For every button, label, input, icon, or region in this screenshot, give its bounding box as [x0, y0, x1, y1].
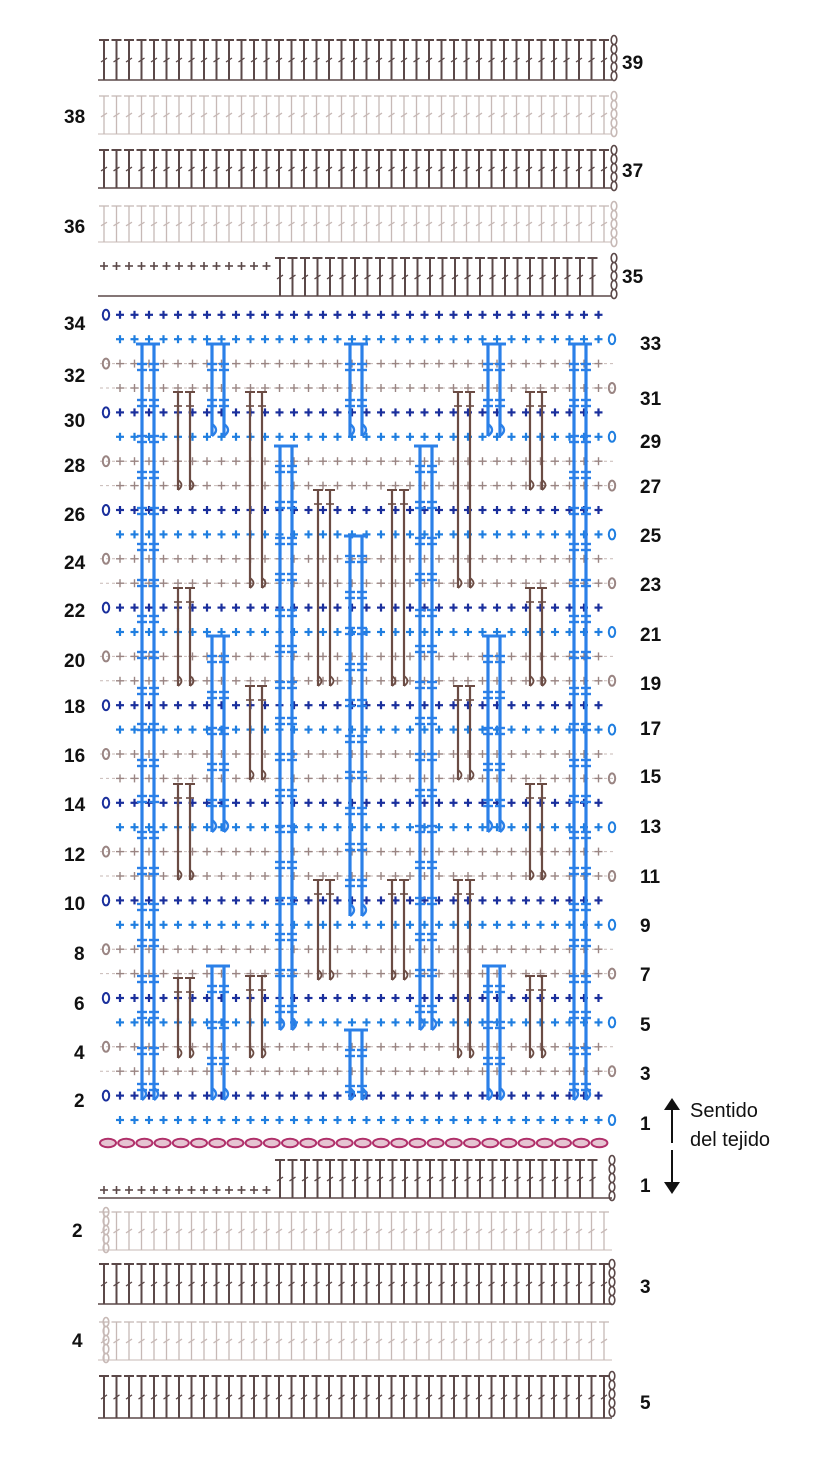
turning-chain: [609, 334, 615, 344]
row-label-left: 4: [74, 1043, 85, 1064]
chain-stitch: [611, 92, 617, 101]
row-label-left: 12: [64, 845, 86, 866]
row-label-right: 19: [640, 674, 662, 695]
chain-stitch: [609, 1372, 615, 1381]
row-label-right: 11: [640, 867, 661, 888]
chain-stitch: [611, 263, 617, 272]
foundation-chain-stitch: [409, 1139, 425, 1147]
foundation-chain-stitch: [373, 1139, 389, 1147]
foundation-chain-stitch: [355, 1139, 371, 1147]
chain-stitch: [609, 1381, 615, 1390]
chain-stitch: [611, 238, 617, 247]
row-label-right: 37: [622, 161, 644, 182]
direction-note-line1: Sentido: [690, 1100, 758, 1122]
chain-stitch: [609, 1287, 615, 1296]
chain-stitch: [609, 1183, 615, 1192]
row-label-left: 36: [64, 217, 86, 238]
foundation-chain-stitch: [500, 1139, 516, 1147]
chain-stitch: [611, 202, 617, 211]
row-label-left: 6: [74, 994, 85, 1015]
chain-stitch: [609, 1399, 615, 1408]
foundation-chain-stitch: [337, 1139, 353, 1147]
chain-stitch: [611, 254, 617, 263]
foundation-chain-stitch: [246, 1139, 262, 1147]
chain-stitch: [609, 1174, 615, 1183]
chain-stitch: [611, 229, 617, 238]
chain-stitch: [611, 211, 617, 220]
turning-chain: [103, 407, 109, 417]
chain-stitch: [611, 54, 617, 63]
turning-chain: [103, 700, 109, 710]
chain-stitch: [611, 164, 617, 173]
row-label-left: 2: [74, 1091, 85, 1112]
chain-stitch: [611, 36, 617, 45]
turning-chain: [103, 993, 109, 1003]
foundation-chain-stitch: [446, 1139, 462, 1147]
up-arrow-icon: [664, 1098, 680, 1143]
row-label-right: 21: [640, 625, 662, 646]
row-label-left: 34: [64, 314, 86, 335]
row-label-right: 31: [640, 389, 662, 410]
foundation-chain-stitch: [591, 1139, 607, 1147]
chain-stitch: [611, 272, 617, 281]
chain-stitch: [609, 1408, 615, 1417]
row-label-right: 27: [640, 477, 662, 498]
row-label-left: 30: [64, 411, 86, 432]
row-label-left: 20: [64, 651, 86, 672]
row-label-right: 17: [640, 719, 662, 740]
row-label-left: 10: [64, 894, 86, 915]
row-label-right: 3: [640, 1064, 651, 1085]
colorwork-right-labels: [640, 334, 662, 1135]
chain-stitch: [609, 1296, 615, 1305]
foundation-chain-stitch: [300, 1139, 316, 1147]
row-label-right: 29: [640, 432, 662, 453]
colorwork-panel: [100, 310, 616, 1125]
foundation-chain-stitch: [100, 1139, 116, 1147]
foundation-chain-stitch: [318, 1139, 334, 1147]
row-label-right: 25: [640, 526, 662, 547]
row-label-right: 7: [640, 965, 651, 986]
turning-chain: [609, 1115, 615, 1125]
turning-chain: [103, 895, 109, 905]
chain-stitch: [609, 1269, 615, 1278]
foundation-chain-stitch: [391, 1139, 407, 1147]
direction-note-line2: del tejido: [690, 1129, 771, 1151]
turning-chain: [103, 603, 109, 613]
foundation-chain-stitch: [136, 1139, 152, 1147]
row-label-right: 15: [640, 767, 662, 788]
foundation-chain-stitch: [209, 1139, 225, 1147]
chain-stitch: [609, 1192, 615, 1201]
upper-stitch-rows: [98, 36, 617, 299]
row-label-left: 18: [64, 697, 86, 718]
row-label-left: 38: [64, 107, 86, 128]
chain-stitch: [609, 1156, 615, 1165]
row-label-left: 8: [74, 944, 85, 965]
down-arrow-icon: [664, 1150, 680, 1194]
foundation-chain-stitch: [464, 1139, 480, 1147]
foundation-chain-stitch: [482, 1139, 498, 1147]
foundation-chain-stitch: [191, 1139, 207, 1147]
row-label-left: 28: [64, 456, 86, 477]
foundation-chain-stitch: [173, 1139, 189, 1147]
chain-stitch: [611, 72, 617, 81]
row-label-right: 5: [640, 1393, 651, 1414]
turning-chain: [103, 310, 109, 320]
turning-chain: [609, 725, 615, 735]
chain-stitch: [609, 1165, 615, 1174]
row-label-left: 2: [72, 1221, 83, 1242]
chain-stitch: [611, 290, 617, 299]
foundation-chain-stitch: [573, 1139, 589, 1147]
row-label-left: 4: [72, 1331, 83, 1352]
turning-chain: [609, 822, 615, 832]
turning-chain: [609, 920, 615, 930]
foundation-chain-stitch: [155, 1139, 171, 1147]
foundation-chain-stitch: [227, 1139, 243, 1147]
row-label-right: 23: [640, 575, 662, 596]
turning-chain: [103, 505, 109, 515]
foundation-chain: [100, 1139, 607, 1147]
chain-stitch: [611, 146, 617, 155]
foundation-chain-stitch: [282, 1139, 298, 1147]
turning-chain: [609, 529, 615, 539]
colorwork-left-labels: [64, 314, 86, 1112]
chain-stitch: [611, 45, 617, 54]
row-label-left: 14: [64, 795, 86, 816]
chain-stitch: [611, 220, 617, 229]
row-label-right: 3: [640, 1277, 651, 1298]
foundation-chain-stitch: [428, 1139, 444, 1147]
row-label-left: 16: [64, 746, 86, 767]
row-label-right: 33: [640, 334, 662, 355]
chain-stitch: [611, 281, 617, 290]
chain-stitch: [611, 155, 617, 164]
turning-chain: [609, 1017, 615, 1027]
chain-stitch: [611, 173, 617, 182]
row-label-right: 13: [640, 817, 662, 838]
row-label-right: 1: [640, 1114, 651, 1135]
turning-chain: [609, 627, 615, 637]
foundation-chain-stitch: [118, 1139, 134, 1147]
chain-stitch: [611, 63, 617, 72]
row-label-right: 39: [622, 53, 644, 74]
row-label-right: 35: [622, 267, 644, 288]
chain-stitch: [609, 1390, 615, 1399]
foundation-chain-stitch: [537, 1139, 553, 1147]
turning-chain: [103, 798, 109, 808]
foundation-chain-stitch: [555, 1139, 571, 1147]
row-label-left: 32: [64, 366, 86, 387]
chain-stitch: [609, 1278, 615, 1287]
foundation-chain-stitch: [264, 1139, 280, 1147]
row-label-right: 1: [640, 1176, 651, 1197]
lower-stitch-rows: [98, 1156, 615, 1419]
row-label-left: 22: [64, 601, 86, 622]
turning-chain: [103, 1091, 109, 1101]
row-label-left: 24: [64, 553, 86, 574]
chain-stitch: [611, 101, 617, 110]
row-label-right: 5: [640, 1015, 651, 1036]
chain-stitch: [609, 1260, 615, 1269]
foundation-chain-stitch: [519, 1139, 535, 1147]
row-label-right: 9: [640, 916, 651, 937]
chain-stitch: [611, 182, 617, 191]
turning-chain: [609, 432, 615, 442]
chain-stitch: [611, 110, 617, 119]
row-label-left: 26: [64, 505, 86, 526]
chain-stitch: [611, 128, 617, 137]
chain-stitch: [611, 119, 617, 128]
